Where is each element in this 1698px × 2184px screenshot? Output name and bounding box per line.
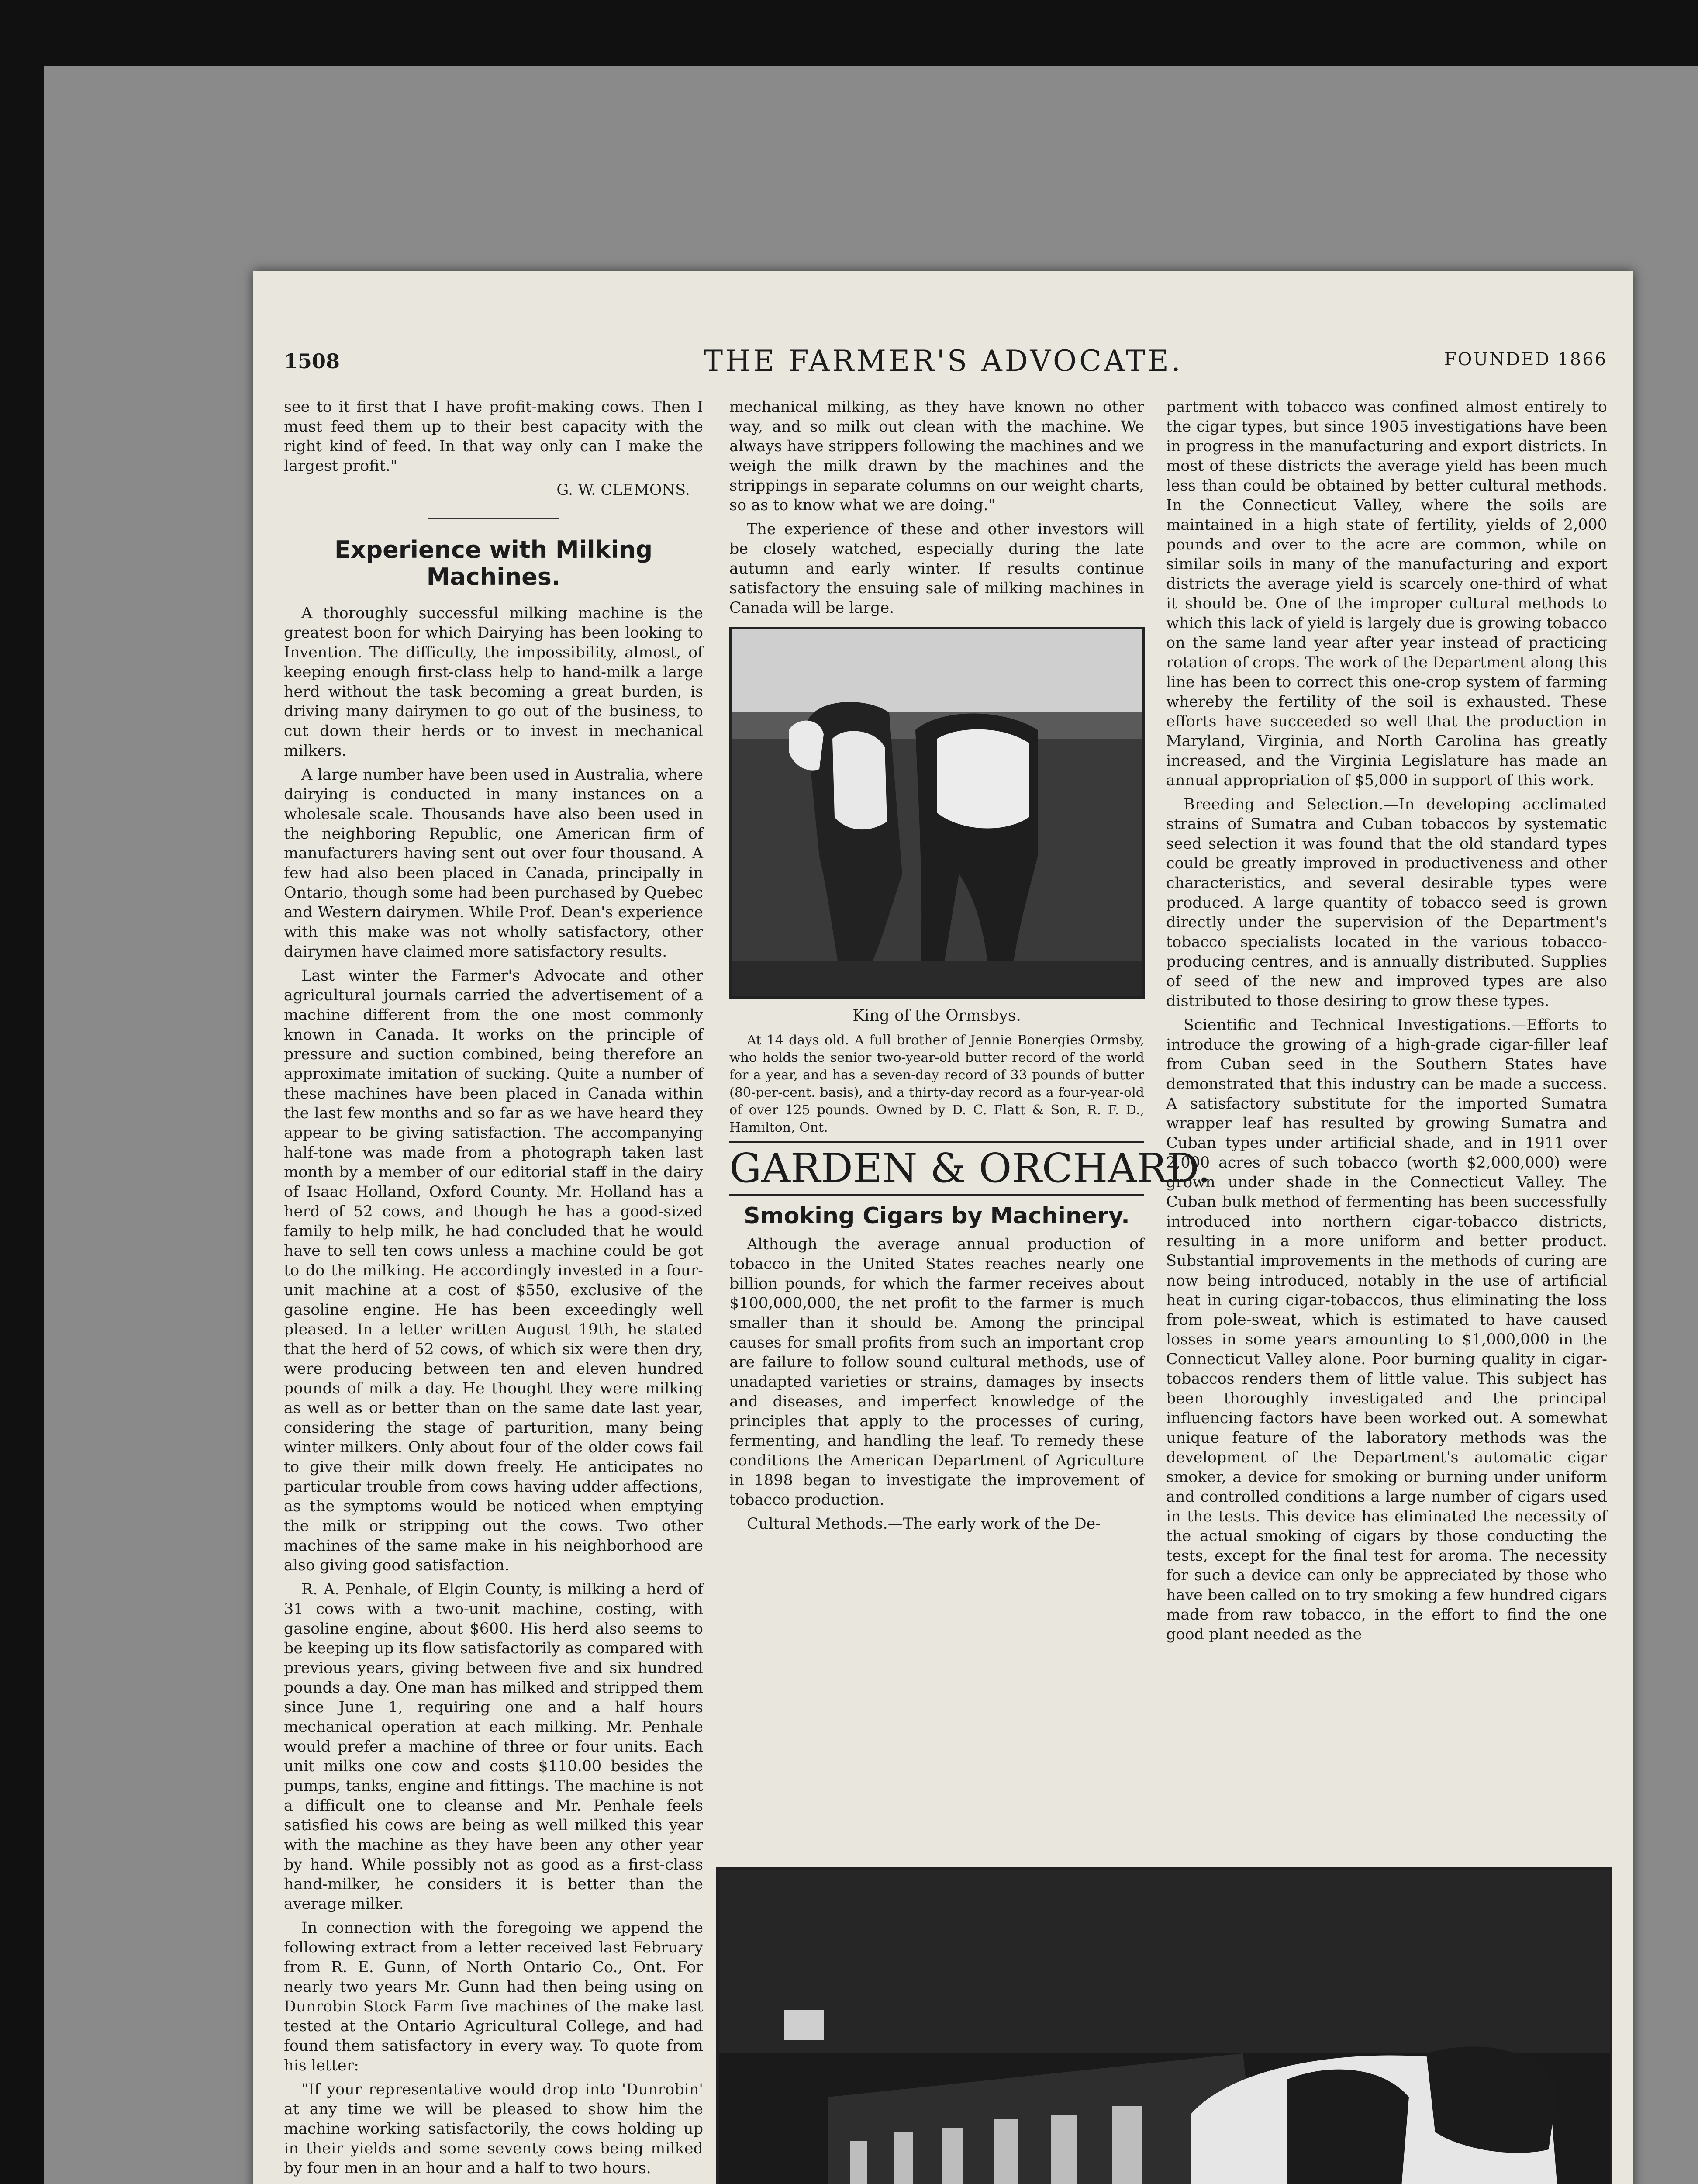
- paragraph: A large number have been used in Australia, where dairying is conducted in many instances on a wholesale scale. Thousands have also been used in the neighboring Republic, one American firm of manufacturers having sent out over four thousand. A few had also been placed in Canada, principally in Ontario, though some had been purchased by Quebec and Western dairymen. While Prof. Dean's experience with this make was not wholly satisfactory, other dairymen have claimed more satisfactory results.: [284, 766, 703, 961]
- paragraph: Cultural Methods.—The early work of the De-: [747, 1515, 1101, 1533]
- intro-paragraph: see to it first that I have profit-making cows. Then I must feed them up to their best capacity with the right kind of feed. In that way only can I make the largest profit.": [284, 398, 703, 475]
- paragraph: "If your representative would drop into 'Dunrobin' at any time we will be pleased to show him the machine working satisfactorily, the cows holding up in their yields and some seventy cows being milked by four men in an hour and a half to two hours.: [284, 2081, 703, 2177]
- paragraph: Breeding and Selection.—In developing acclimated strains of Sumatra and Cuban tobaccos by systematic seed selection it was found that the old standard types could be greatly improved in productiveness and other characteristics, and several desirable types were produced. A large quantity of tobacco seed is grown directly under the supervision of the Department's tobacco specialists located in the various tobacco-producing centres, and is annually distributed. Supplies of seed of the new and improved types are also distributed to those desiring to grow these types.: [1166, 796, 1607, 1010]
- founded-note: FOUNDED 1866: [1444, 349, 1607, 370]
- photo-caption-title: King of the Ormsbys.: [852, 1007, 1021, 1025]
- milking-machine-photo: [716, 1867, 1612, 2184]
- milking-machine-photo-image: [719, 1870, 1610, 2184]
- photo-layer: [253, 271, 1633, 2184]
- paragraph: Although the average annual production of tobacco in the United States reaches nearly one billion pounds, for which the farmer receives about $100,000,000, the net profit to the farmer is much smaller than it should be. Among the principal causes for small profits from such an important crop are failure to follow sound cultural methods, use of unadapted varieties or strains, damages by insects and diseases, and imperfect knowledge of the principles that apply to the processes of curing, fermenting, and handling the leaf. To remedy these conditions the American Department of Agriculture in 1898 began to investigate the improvement of tobacco production.: [729, 1236, 1144, 1509]
- sub-heading: Smoking Cigars by Machinery.: [744, 1203, 1130, 1229]
- paragraph: A thoroughly successful milking machine is the greatest boon for which Dairying has been looking to Invention. The difficulty, the impossibility, almost, of keeping enough first-class help to hand-milk a large herd without the task becoming a great burden, is driving many dairymen to go out of the business, to cut down their herds or to invest in mechanical milkers.: [284, 605, 703, 760]
- paragraph: Last winter the Farmer's Advocate and other agricultural journals carried the advertisement of a machine different from the one most commonly known in Canada. It works on the principle of pressure and suction combined, being therefore an approximate imitation of sucking. Quite a number of these machines have been placed in Canada within the last few months and so far as we have heard they appear to be giving satisfaction. The accompanying half-tone was made from a photograph taken last month by a member of our editorial staff in the dairy of Isaac Holland, Oxford County. Mr. Holland has a herd of 52 cows, and though he has a good-sized family to help milk, he had concluded that he would have to sell ten cows unless a machine could be got to do the milking. He accordingly invested in a four-unit machine at a cost of $550, exclusive of the gasoline engine. He has been exceedingly well pleased. In a letter written August 19th, he stated that the herd of 52 cows, of which six were then dry, were producing between ten and eleven hundred pounds of milk a day. He thought they were milking as well as or better than on the same date last year, considering the stage of parturition, many being winter milkers. Only about four of the older cows fail to give their milk down freely. He anticipates no particular trouble from cows having udder affections, as the symptoms would be noticed when emptying the milk or stripping out the cows. Two other machines of the same make in his neighborhood are also giving good satisfaction.: [284, 967, 703, 1574]
- paragraph: mechanical milking, as they have known no other way, and so milk out clean with the machine. We always have strippers following the machines and we weigh the milk drawn by the machines and the strippings in separate columns on our weight charts, so as to know what we are doing.": [729, 398, 1144, 514]
- photo-caption-text: At 14 days old. A full brother of Jennie Bonergies Ormsby, who holds the senior two-year-old butter record of the world for a year, and has a seven-day record of 33 pounds of butter (80-per-cent. basis), and a thirty-day record as a four-year-old of over 125 pounds. Owned by D. C. Flatt & Son, R. F. D., Hamilton, Ont.: [729, 1033, 1144, 1135]
- page-number: 1508: [284, 349, 340, 373]
- paragraph: The experience of these and other investors will be closely watched, especially during the late autumn and early winter. If results continue satisfactory the ensuing sale of milking machines in Canada will be large.: [729, 521, 1144, 617]
- signature: G. W. CLEMONS.: [556, 481, 690, 499]
- paragraph: R. A. Penhale, of Elgin County, is milking a herd of 31 cows with a two-unit machine, costing, with gasoline engine, about $600. His herd also seems to be keeping up its flow satisfactorily as compared with previous years, giving between five and six hundred pounds a day. One man has milked and stripped them since June 1, requiring one and a half hours mechanical operation at each milking. Mr. Penhale would prefer a machine of three or four units. Each unit milks one cow and costs $110.00 besides the pumps, tanks, engine and fittings. The machine is not a difficult one to cleanse and Mr. Penhale feels satisfied his cows are being as well milked this year with the machine as they have been any other year by hand. While possibly not as good as a first-class hand-milker, he considers it is better than the average milker.: [284, 1581, 703, 1913]
- article-title: Experience with Milking Machines.: [334, 536, 653, 591]
- paragraph: Scientific and Technical Investigations.—Efforts to introduce the growing of a high-grade cigar-filler leaf from Cuban seed in the Southern States have demonstrated that this industry can be made a success. A satisfactory substitute for the imported Sumatra wrapper leaf has resulted by growing Sumatra and Cuban types under artificial shade, and in 1911 over 2,000 acres of such tobacco (worth $2,000,000) were grown under shade in the Connecticut Valley. The Cuban bulk method of fermenting has been successfully introduced into northern cigar-tobacco districts, resulting in a more uniform and better product. Substantial improvements in the methods of curing are now being introduced, notably in the use of artificial heat in curing cigar-tobaccos, thus eliminating the loss from pole-sweat, which is estimated to have caused losses in some years amounting to $1,000,000 in the Connecticut Valley alone. Poor burning quality in cigar-tobaccos renders them of little value. This subject has been thoroughly investigated and the principal influencing factors have been worked out. A somewhat unique feature of the laboratory methods was the development of the Department's automatic cigar smoker, a device for smoking or burning under uniform and controlled conditions a large number of cigars used in the tests. This device has eliminated the necessity of the actual smoking of cigars by those conducting the tests, except for the final test for aroma. The necessity for such a device can only be appreciated by those who have been called on to try smoking a few hundred cigars made from raw tobacco, in the effort to find the one good plant needed as the: [1166, 1016, 1607, 1643]
- section-heading: GARDEN & ORCHARD.: [729, 1141, 1144, 1196]
- paragraph: partment with tobacco was confined almost entirely to the cigar types, but since 1905 investigations have been in progress in the manufacturing and export districts. In most of these districts the average yield has been much less than could be obtained by better cultural methods. In the Connecticut Valley, where the soils are maintained in a high state of fertility, yields of 2,000 pounds and over to the acre are common, while on similar soils in many of the manufacturing and export districts the average yield is scarcely one-third of what it should be. One of the improper cultural methods to which this lack of yield is largely due is growing tobacco on the same land year after year instead of practicing rotation of crops. The work of the Department along this line has been to correct this one-crop system of farming whereby the fertility of the soil is exhausted. These efforts have succeeded so well that the production in Maryland, Virginia, and North Carolina has greatly increased, and the Virginia Legislature has made an annual appropriation of $5,000 in support of this work.: [1166, 398, 1607, 789]
- paragraph: In connection with the foregoing we append the following extract from a letter received last February from R. E. Gunn, of North Ontario Co., Ont. For nearly two years Mr. Gunn had then being using on Dunrobin Stock Farm five machines of the make last tested at the Ontario Agricultural College, and had found them satisfactory in every way. To quote from his letter:: [284, 1919, 703, 2074]
- masthead-title: THE FARMER'S ADVOCATE.: [704, 344, 1183, 378]
